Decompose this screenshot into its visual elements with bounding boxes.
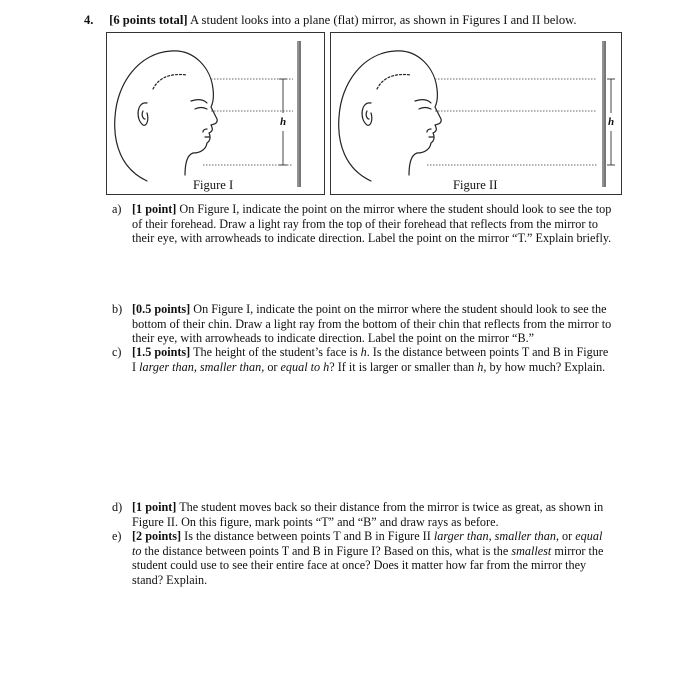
part-points: [1.5 points]: [132, 345, 191, 359]
head-profile: [115, 51, 217, 181]
mirror: [297, 41, 301, 187]
part-text: or: [559, 529, 576, 543]
part-label: e): [112, 529, 122, 543]
mirror: [602, 41, 606, 187]
figure-2: [330, 32, 622, 195]
emphasis-text: smallest: [511, 543, 552, 558]
question-points: [6 points total]: [109, 13, 188, 27]
figure-2-drawing: [331, 33, 623, 196]
variable-h: h: [477, 359, 484, 374]
emphasis-text: larger than, smaller than,: [433, 529, 559, 543]
figure-1-caption: Figure I: [193, 178, 234, 192]
part-text: The height of the student’s face is: [193, 345, 361, 359]
part-c: [112, 345, 612, 374]
head-profile: [339, 51, 441, 181]
part-label: c): [112, 345, 122, 359]
part-label: a): [112, 202, 122, 216]
dotted-guide-lines: [427, 79, 597, 165]
part-points: [0.5 points]: [132, 302, 191, 316]
question-number: 4.: [84, 13, 94, 27]
part-a: [112, 202, 612, 246]
question-text: A student looks into a plane (flat) mirror, as shown in Figures I and II below.: [190, 13, 577, 27]
part-text: On Figure I, indicate the point on the mirror where the student should look to see the top of their forehead. Draw a light ray from the top of their forehead that reflects from the mirror to their eye, with arrowheads to indicate direction. Label the point on the mirror “T.” Explain briefly.: [132, 202, 612, 246]
part-text: , by how much? Explain.: [483, 359, 606, 374]
part-text: or: [264, 359, 281, 374]
part-points: [1 point]: [132, 202, 177, 216]
part-points: [2 points]: [132, 529, 182, 543]
part-d: [112, 500, 612, 529]
figure-1: [106, 32, 325, 195]
part-text: The student moves back so their distance from the mirror is twice as great, as shown in Figure II. On this figure, mark points “T” and “B” and draw rays as before.: [132, 500, 604, 529]
part-points: [1 point]: [132, 500, 177, 514]
part-b: [112, 302, 612, 346]
part-label: d): [112, 500, 123, 514]
part-text: . Is the distance between points T and B in Figure I: [132, 345, 609, 374]
emphasis-text: equal to h: [280, 359, 330, 374]
part-text: mirror the student could use to see their entire face at once? Does it matter how far from the mirror they stand? Explain.: [132, 543, 604, 587]
part-text: Is the distance between points T and B in Figure II: [184, 529, 434, 543]
part-e: [112, 529, 612, 587]
part-text: the distance between points T and B in Figure I? Based on this, what is the: [141, 543, 512, 558]
height-label: h: [280, 116, 287, 128]
variable-h: h: [360, 345, 367, 359]
height-label: h: [608, 116, 615, 128]
part-label: b): [112, 302, 123, 316]
question-header: [84, 12, 664, 28]
figure-2-caption: Figure II: [453, 178, 498, 192]
emphasis-text: equal to: [132, 529, 603, 558]
part-text: ? If it is larger or smaller than: [329, 359, 478, 374]
emphasis-text: larger than, smaller than,: [139, 359, 265, 374]
figure-1-drawing: [107, 33, 326, 196]
part-text: On Figure I, indicate the point on the mirror where the student should look to see the bottom of their chin. Draw a light ray from the bottom of their chin that reflects from the mirror to their eye, with arrowheads to indicate direction. Label the point on the mirror “B.”: [132, 302, 612, 346]
